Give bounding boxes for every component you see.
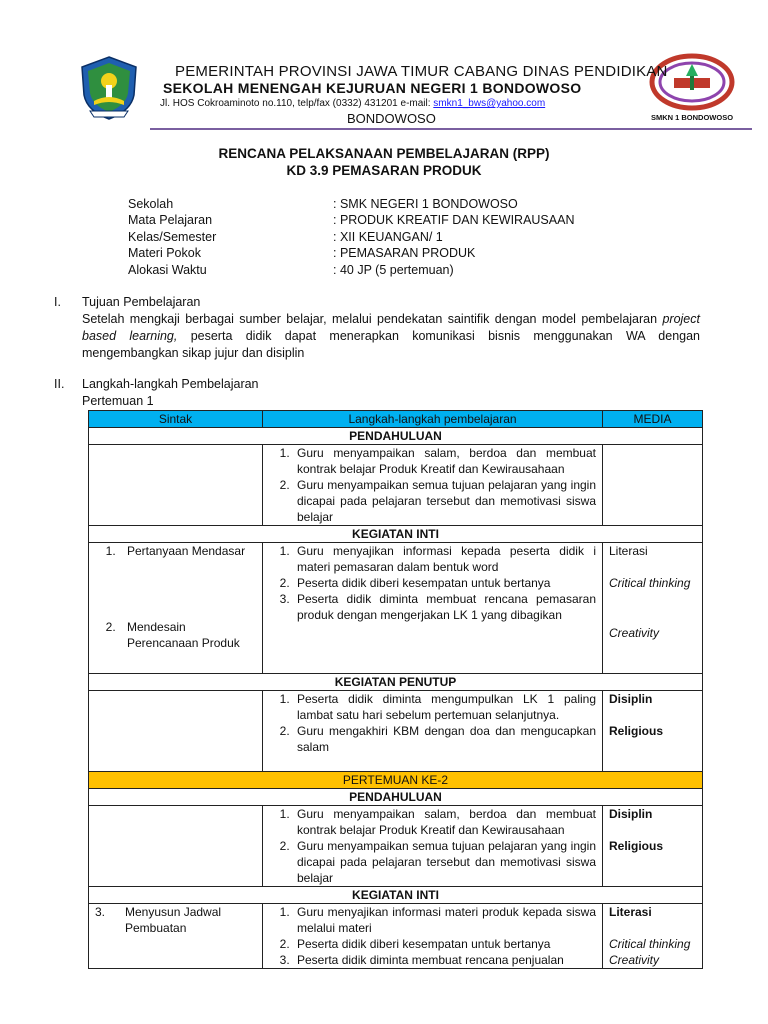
section-number: I. (54, 295, 61, 309)
list-item: 3. Peserta didik diminta membuat rencana pemasaran produk dengan mengerjakan LK 1 yang dibagikan (293, 591, 596, 623)
band-pendahuluan: PENDAHULUAN (89, 428, 703, 445)
identity-value: : 40 JP (5 pertemuan) (333, 263, 454, 277)
media-item: Creativity (609, 953, 660, 967)
sintak-cell (89, 806, 263, 887)
header-divider (150, 128, 752, 130)
header-line-government: PEMERINTAH PROVINSI JAWA TIMUR CABANG DINAS PENDIDIKAN (175, 63, 668, 80)
band-row (89, 674, 703, 691)
steps-list (269, 806, 596, 886)
sintak-cell (89, 691, 263, 772)
band-pertemuan-2: PERTEMUAN KE-2 (89, 772, 703, 789)
band-row (89, 428, 703, 445)
media-item: Literasi (609, 905, 652, 919)
sintak-text: Menyusun Jadwal Pembuatan (125, 905, 222, 935)
media-cell (603, 543, 703, 674)
list-item: 2. Guru menyampaikan semua tujuan pelajaran yang ingin dicapai pada pelajaran tersebut dan memotivasi siswa belajar (293, 477, 596, 525)
table-row (89, 806, 703, 887)
tujuan-text-a: Setelah mengkaji berbagai sumber belajar, melalui pendekatan saintifik dengan model pembelajaran (82, 312, 663, 326)
section-label: Tujuan Pembelajaran (82, 295, 201, 309)
list-item: 1. Guru menyajikan informasi materi produk kepada siswa melalui materi (293, 904, 596, 936)
table-row (89, 445, 703, 526)
tujuan-paragraph (82, 311, 700, 362)
table-row (89, 543, 703, 674)
band-kegiatan-inti: KEGIATAN INTI (89, 887, 703, 904)
sintak-number: 3. (95, 905, 106, 919)
list-item: 2. Mendesain Perencanaan Produk (119, 619, 256, 651)
doc-title: RENCANA PELAKSANAAN PEMBELAJARAN (RPP) (218, 146, 550, 161)
list-item: 1. Guru menyampaikan salam, berdoa dan membuat kontrak belajar Produk Kreatif dan Kewirausahaan (293, 806, 596, 838)
column-header-sintak: Sintak (89, 411, 263, 428)
sintak-list (95, 543, 256, 651)
band-pendahuluan: PENDAHULUAN (89, 789, 703, 806)
media-cell (603, 904, 703, 969)
band-kegiatan-penutup: KEGIATAN PENUTUP (89, 674, 703, 691)
section-label: Langkah-langkah Pembelajaran (82, 377, 259, 391)
list-item: 1. Guru menyajikan informasi kepada peserta didik i materi pemasaran dalam bentuk word (293, 543, 596, 575)
band-row (89, 789, 703, 806)
steps-cell (263, 445, 603, 526)
list-item: 1. Peserta didik diminta mengumpulkan LK 1 paling lambat satu hari sebelum pertemuan selanjutnya. (293, 691, 596, 723)
media-item: Disiplin (609, 807, 653, 821)
media-item: Religious (609, 839, 664, 853)
media-item: Literasi (609, 544, 648, 558)
steps-cell (263, 543, 603, 674)
header-address (160, 98, 660, 109)
list-item: 3. Peserta didik diminta membuat rencana penjualan (293, 952, 596, 968)
list-item: 2. Peserta didik diberi kesempatan untuk bertanya (293, 936, 596, 952)
band-row (89, 887, 703, 904)
address-text: Jl. HOS Cokroaminoto no.110, telp/fax (0332) 431201 e-mail: (160, 98, 434, 109)
steps-list (269, 691, 596, 755)
steps-cell (263, 904, 603, 969)
column-header-langkah: Langkah-langkah pembelajaran (263, 411, 603, 428)
media-item: Critical thinking (609, 937, 691, 951)
table-row (89, 904, 703, 969)
sintak-cell (89, 904, 263, 969)
tujuan-text-italic: project based learning, (82, 312, 700, 343)
identity-key: Mata Pelajaran (128, 213, 213, 227)
identity-value: : SMK NEGERI 1 BONDOWOSO (333, 197, 518, 211)
sintak-cell (89, 543, 263, 674)
media-item: Creativity (609, 626, 660, 640)
list-item: 2. Guru mengakhiri KBM dengan doa dan mengucapkan salam (293, 723, 596, 755)
media-item: Critical thinking (609, 576, 691, 590)
identity-key: Kelas/Semester (128, 230, 217, 244)
lesson-steps-table (88, 410, 703, 969)
email-link[interactable]: smkn1_bws@yahoo.com (433, 98, 546, 109)
media-item: Religious (609, 724, 664, 738)
steps-list (269, 904, 596, 968)
media-cell (603, 806, 703, 887)
list-item: 2. Peserta didik diberi kesempatan untuk bertanya (293, 575, 596, 591)
table-row (89, 691, 703, 772)
steps-cell (263, 691, 603, 772)
logo-caption: SMKN 1 BONDOWOSO (650, 113, 734, 122)
doc-subtitle: KD 3.9 PEMASARAN PRODUK (286, 163, 482, 178)
list-item: 1. Guru menyampaikan salam, berdoa dan membuat kontrak belajar Produk Kreatif dan Kewirausahaan (293, 445, 596, 477)
identity-key: Materi Pokok (128, 246, 201, 260)
header-school-name: SEKOLAH MENENGAH KEJURUAN NEGERI 1 BONDOWOSO (163, 80, 582, 96)
identity-value: : XII KEUANGAN/ 1 (333, 230, 443, 244)
media-cell (603, 691, 703, 772)
list-item: 1. Pertanyaan Mendasar (119, 543, 256, 559)
steps-cell (263, 806, 603, 887)
column-header-media: MEDIA (603, 411, 703, 428)
east-java-emblem-logo (76, 55, 142, 121)
sintak-item (95, 904, 256, 936)
pertemuan-1-label: Pertemuan 1 (82, 394, 154, 408)
identity-value: : PEMASARAN PRODUK (333, 246, 476, 260)
section-number: II. (54, 377, 65, 391)
header-city: BONDOWOSO (347, 111, 436, 126)
list-item: 2. Guru menyampaikan semua tujuan pelajaran yang ingin dicapai pada pelajaran tersebut dan memotivasi siswa belajar (293, 838, 596, 886)
steps-list (269, 445, 596, 525)
identity-key: Sekolah (128, 197, 174, 211)
table-header-row (89, 411, 703, 428)
media-cell (603, 445, 703, 526)
identity-key: Alokasi Waktu (128, 263, 207, 277)
band-kegiatan-inti: KEGIATAN INTI (89, 526, 703, 543)
media-item: Disiplin (609, 692, 653, 706)
steps-list (269, 543, 596, 623)
band-row (89, 526, 703, 543)
sintak-cell (89, 445, 263, 526)
tujuan-text-b: peserta didik dapat menerapkan komunikasi bisnis menggunakan WA dengan mengembangkan sikap jujur dan disiplin (82, 329, 700, 360)
identity-value: : PRODUK KREATIF DAN KEWIRAUSAAN (333, 213, 575, 227)
band-row (89, 772, 703, 789)
